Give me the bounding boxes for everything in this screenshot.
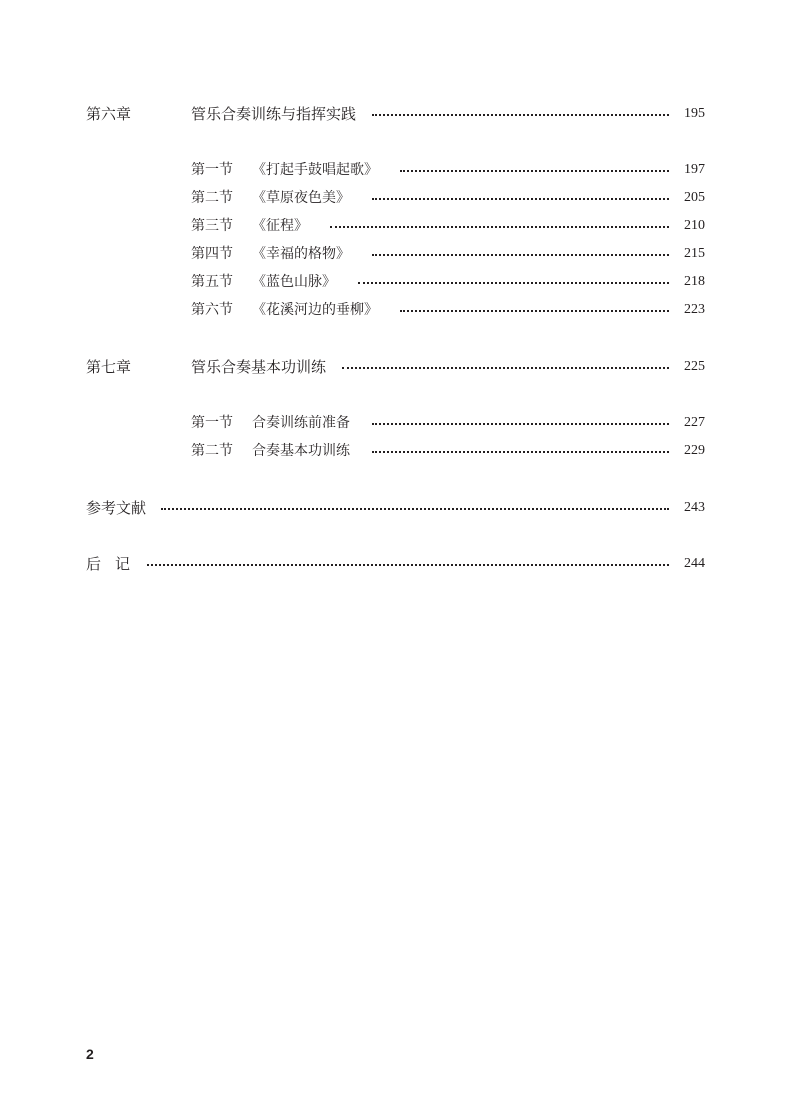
section-title: 合奏基本功训练 <box>252 443 350 459</box>
page-number: 205 <box>684 190 705 205</box>
dot-leader <box>372 451 669 453</box>
page-number: 195 <box>684 106 705 121</box>
page-number: 215 <box>684 246 705 261</box>
page-number: 218 <box>684 274 705 289</box>
section-label: 第六节 <box>191 302 233 318</box>
section-label: 第三节 <box>191 218 233 234</box>
chapter-label: 第六章 <box>86 105 132 123</box>
toc-references-entry[interactable] <box>0 496 790 520</box>
page-number: 225 <box>684 359 705 374</box>
dot-leader <box>400 170 669 172</box>
section-title: 《蓝色山脉》 <box>252 274 336 290</box>
section-label: 第一节 <box>191 162 233 178</box>
toc-section-entry[interactable] <box>0 439 790 463</box>
toc-section-entry[interactable] <box>0 214 790 238</box>
toc-section-entry[interactable] <box>0 270 790 294</box>
toc-section-entry[interactable] <box>0 186 790 210</box>
dot-leader <box>161 508 669 510</box>
page-number: 210 <box>684 218 705 233</box>
section-title: 《征程》 <box>252 218 308 234</box>
toc-section-entry[interactable] <box>0 158 790 182</box>
dot-leader <box>372 423 669 425</box>
section-title: 合奏训练前准备 <box>252 415 350 431</box>
page-number: 244 <box>684 556 705 571</box>
section-title: 《打起手鼓唱起歌》 <box>252 162 378 178</box>
dot-leader <box>372 198 669 200</box>
page-number: 229 <box>684 443 705 458</box>
toc-section-entry[interactable] <box>0 298 790 322</box>
dot-leader <box>400 310 669 312</box>
section-label: 第五节 <box>191 274 233 290</box>
dot-leader <box>372 114 669 116</box>
chapter-title: 管乐合奏训练与指挥实践 <box>191 105 357 123</box>
postscript-title: 后记 <box>86 555 145 573</box>
dot-leader <box>342 367 669 369</box>
chapter-label: 第七章 <box>86 358 132 376</box>
page-number: 197 <box>684 162 705 177</box>
toc-section-entry[interactable] <box>0 242 790 266</box>
section-title: 《草原夜色美》 <box>252 190 350 206</box>
section-title: 《幸福的格物》 <box>252 246 350 262</box>
toc-section-entry[interactable] <box>0 411 790 435</box>
toc-postscript-entry[interactable] <box>0 552 790 576</box>
page-number: 243 <box>684 500 705 515</box>
page-number: 227 <box>684 415 705 430</box>
references-title: 参考文献 <box>86 499 147 517</box>
dot-leader <box>372 254 669 256</box>
toc-chapter-entry[interactable] <box>0 102 790 126</box>
page-folio-number: 2 <box>86 1046 94 1062</box>
dot-leader <box>147 564 669 566</box>
dot-leader <box>330 226 669 228</box>
section-label: 第四节 <box>191 246 233 262</box>
section-label: 第二节 <box>191 443 233 459</box>
page-number: 223 <box>684 302 705 317</box>
section-label: 第二节 <box>191 190 233 206</box>
chapter-title: 管乐合奏基本功训练 <box>191 358 327 376</box>
dot-leader <box>358 282 669 284</box>
section-title: 《花溪河边的垂柳》 <box>252 302 378 318</box>
toc-chapter-entry[interactable] <box>0 355 790 379</box>
section-label: 第一节 <box>191 415 233 431</box>
